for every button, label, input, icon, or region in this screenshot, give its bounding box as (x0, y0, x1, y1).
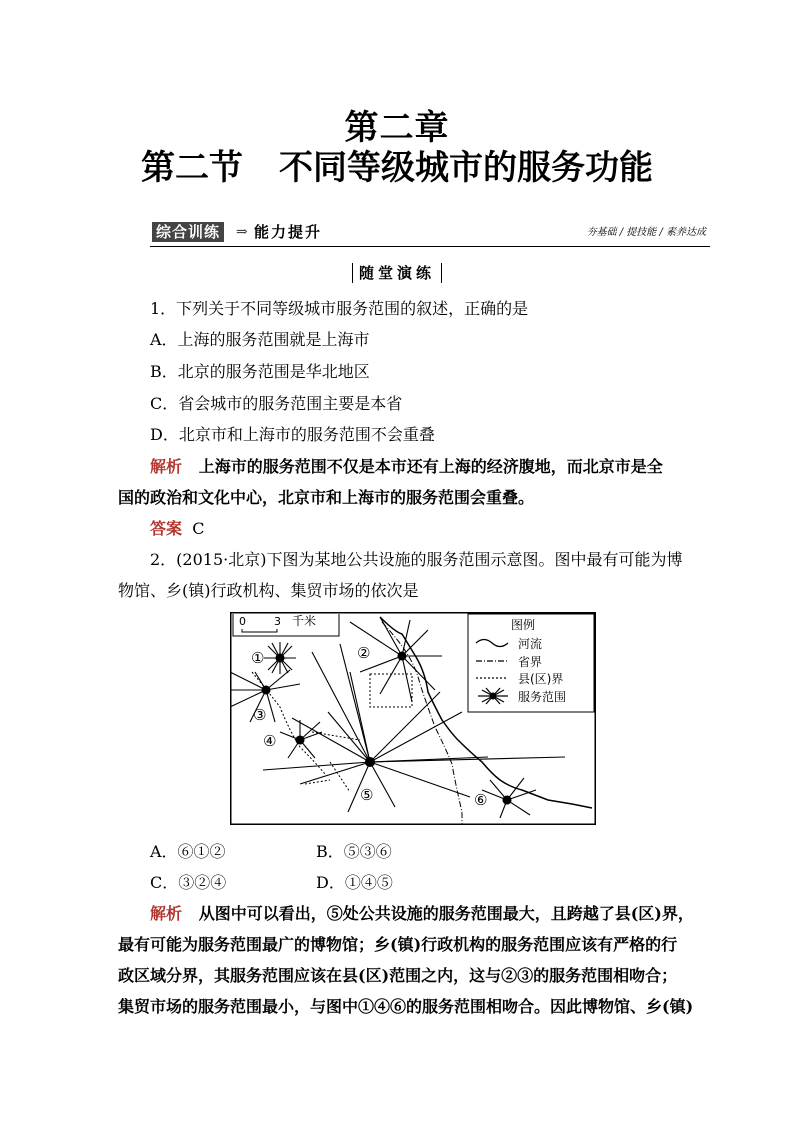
banner-subtitle: 能力提升 (254, 223, 323, 241)
service-range-map (230, 612, 596, 825)
arrow-right-icon: ⇒ (236, 224, 248, 240)
legend-county: 县(区)界 (518, 672, 564, 686)
scale-start: 0 (239, 615, 246, 628)
q1-option-c: C．省会城市的服务范围主要是本省 (150, 394, 403, 413)
label-6: ⑥ (474, 791, 488, 809)
drill-heading: 随堂演练 (0, 262, 794, 283)
banner-tag: 综合训练 (152, 222, 224, 242)
legend-province: 省界 (518, 655, 543, 669)
q1-option-b: B．北京的服务范围是华北地区 (150, 362, 370, 381)
q1-analysis-line-2: 国的政治和文化中心，北京市和上海市的服务范围会重叠。 (118, 488, 535, 507)
q1-answer (150, 518, 204, 540)
chapter-title: 第二章 (344, 108, 450, 148)
banner-right-tags: 夯基础 / 提技能 / 素养达成 (586, 227, 706, 238)
q1-answer-label: 答案 (150, 519, 183, 538)
label-2: ② (357, 644, 371, 662)
q2-analysis-line-4: 集贸市场的服务范围最小，与图中①④⑥的服务范围相吻合。因此博物馆、乡(镇) (118, 997, 694, 1016)
label-4: ④ (263, 732, 277, 750)
q1-analysis-label: 解析 (150, 457, 183, 476)
q2-option-a: A．⑥①② (150, 842, 226, 861)
service-range-1 (264, 642, 296, 674)
q2-stem-line-1: 2．(2015·北京)下图为某地公共设施的服务范围示意图。图中最有可能为博 (150, 550, 683, 569)
q2-analysis-line-2: 最有可能为服务范围最广的博物馆；乡(镇)行政机构的服务范围应该有严格的行 (118, 935, 678, 954)
q1-option-d: D．北京市和上海市的服务范围不会重叠 (150, 425, 435, 444)
scale-end: 3 (274, 615, 281, 628)
q1-analysis-line-1: 解析 上海市的服务范围不仅是本市还有上海的经济腹地，而北京市是全 (150, 457, 663, 476)
q1-option-a: A．上海的服务范围就是上海市 (150, 330, 370, 349)
section-number: 第二节 (141, 148, 243, 188)
label-3: ③ (253, 706, 267, 724)
section-title (0, 140, 794, 189)
q1-answer-value: C (192, 519, 205, 538)
scale-unit: 千米 (292, 614, 317, 628)
q2-analysis-label: 解析 (150, 904, 183, 923)
label-1: ① (251, 649, 265, 667)
map-legend (468, 614, 594, 712)
q2-option-d: D．①④⑤ (316, 873, 393, 892)
q2-analysis-line-3: 政区域分界，其服务范围应该在县(区)范围之内，这与②③的服务范围相吻合； (118, 966, 678, 985)
legend-river: 河流 (518, 637, 543, 651)
q2-stem-line-2: 物馆、乡(镇)行政机构、集贸市场的依次是 (118, 581, 419, 600)
label-5: ⑤ (360, 786, 374, 804)
q1-stem: 1．下列关于不同等级城市服务范围的叙述，正确的是 (150, 299, 529, 318)
q2-analysis-line-1: 解析 从图中可以看出，⑤处公共设施的服务范围最大，且跨越了县(区)界， (150, 904, 694, 923)
practice-banner (150, 222, 710, 247)
section-name: 不同等级城市的服务功能 (279, 148, 653, 188)
legend-title: 图例 (511, 618, 536, 632)
q2-option-b: B．⑤③⑥ (316, 842, 392, 861)
q2-option-c: C．③②④ (150, 873, 227, 892)
legend-service: 服务范围 (518, 690, 567, 704)
